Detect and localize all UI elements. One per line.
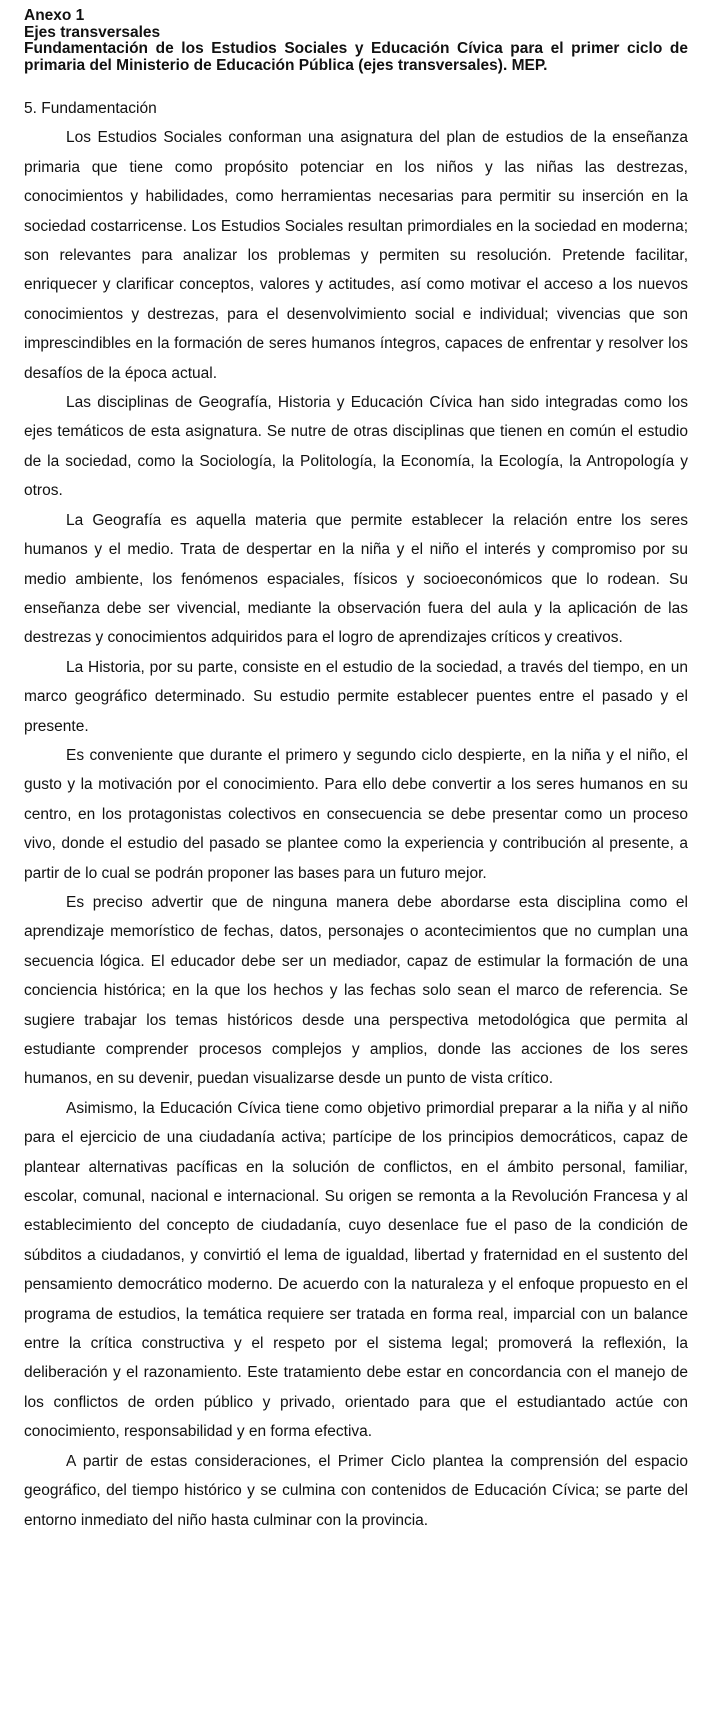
annex-subtitle: Ejes transversales bbox=[24, 23, 161, 41]
section-body bbox=[24, 123, 688, 1535]
paragraph-geography: La Geografía es aquella materia que permite establecer la relación entre los seres humanos y el medio. Trata de despertar en la niña y el niño el interés y compromiso por su medio ambiente, los fenómenos espaciales, físicos y socioeconómicos que lo rodean. Su enseñanza debe ser vivencial, mediante la observación fuera del aula y la aplicación de las destrezas y conocimientos adquiridos para el logro de aprendizajes críticos y creativos. bbox=[24, 511, 688, 647]
paragraph-civic-education: Asimismo, la Educación Cívica tiene como objetivo primordial preparar a la niña y al niño para el ejercicio de una ciudadanía activa; partícipe de los principios democráticos, capaz de plantear alternativas pacíficas en la solución de conflictos, en el ámbito personal, familiar, escolar, comunal, nacional e internacional. Su origen se remonta a la Revolución Francesa y al establecimiento del concepto de ciudadanía, cuyo desenlace fue el paso de la condición de súbditos a ciudadanos, y convirtió el lema de igualdad, libertad y fraternidad en el sustento del pensamiento democrático moderno. De acuerdo con la naturaleza y el enfoque propuesto en el programa de estudios, la temática requiere ser tratada en forma real, imparcial con un balance entre la crítica constructiva y el respeto por el sistema legal; promoverá la reflexión, la deliberación y el razonamiento. Este tratamiento debe estar en concordancia con el manejo de los conflictos de orden público y privado, orientado para que el estudiantado actúe con conocimiento, responsabilidad y en forma efectiva. bbox=[24, 1099, 688, 1441]
document-page bbox=[24, 8, 688, 1535]
section-title: 5. Fundamentación bbox=[24, 100, 157, 117]
document-title: Fundamentación de los Estudios Sociales y Educación Cívica para el primer ciclo de primaria del Ministerio de Educación Pública (ejes transversales). MEP. bbox=[24, 40, 688, 74]
paragraph-studies-overview: Los Estudios Sociales conforman una asignatura del plan de estudios de la enseñanza primaria que tiene como propósito potenciar en los niños y las niñas las destrezas, conocimientos y habilidades, como herramientas necesarias para permitir su inserción en la sociedad costarricense. Los Estudios Sociales resultan primordiales en la sociedad en moderna; son relevantes para analizar los problemas y permiten su resolución. Pretende facilitar, enriquecer y clarificar conceptos, valores y actitudes, así como motivar el acceso a los nuevos conocimientos y destrezas, para el desenvolvimiento social e individual; vivencias que son imprescindibles en la formación de seres humanos íntegros, capaces de enfrentar y resolver los desafíos de la época actual. bbox=[24, 129, 688, 382]
paragraph-disciplines: Las disciplinas de Geografía, Historia y Educación Cívica han sido integradas como los ejes temáticos de esta asignatura. Se nutre de otras disciplinas que tienen en común el estudio de la sociedad, como la Sociología, la Politología, la Economía, la Ecología, la Antropología y otros. bbox=[24, 394, 688, 500]
paragraph-first-cycle: A partir de estas consideraciones, el Primer Ciclo plantea la comprensión del espacio geográfico, del tiempo histórico y se culmina con contenidos de Educación Cívica; se parte del entorno inmediato del niño hasta culminar con la provincia. bbox=[24, 1452, 688, 1529]
paragraph-motivation: Es conveniente que durante el primero y segundo ciclo despierte, en la niña y el niño, el gusto y la motivación por el conocimiento. Para ello debe convertir a los seres humanos en su centro, en los protagonistas colectivos en consecuencia se debe presentar como un proceso vivo, donde el estudio del pasado se plantee como la experiencia y contribución al presente, a partir de lo cual se podrán proponer las bases para un futuro mejor. bbox=[24, 746, 688, 882]
paragraph-history: La Historia, por su parte, consiste en el estudio de la sociedad, a través del tiempo, en un marco geográfico determinado. Su estudio permite establecer puentes entre el pasado y el presente. bbox=[24, 658, 688, 735]
annex-label: Anexo 1 bbox=[24, 7, 85, 24]
paragraph-historical-conscience: Es preciso advertir que de ninguna manera debe abordarse esta disciplina como el aprendizaje memorístico de fechas, datos, personajes o acontecimientos que no cumplan una secuencia lógica. El educador debe ser un mediador, capaz de estimular la formación de una conciencia histórica; en la que los hechos y las fechas solo sean el marco de referencia. Se sugiere trabajar los temas históricos desde una perspectiva metodológica que permita al estudiante comprender procesos complejos y amplios, donde las acciones de los seres humanos, en su devenir, puedan visualizarse desde un punto de vista crítico. bbox=[24, 893, 688, 1088]
